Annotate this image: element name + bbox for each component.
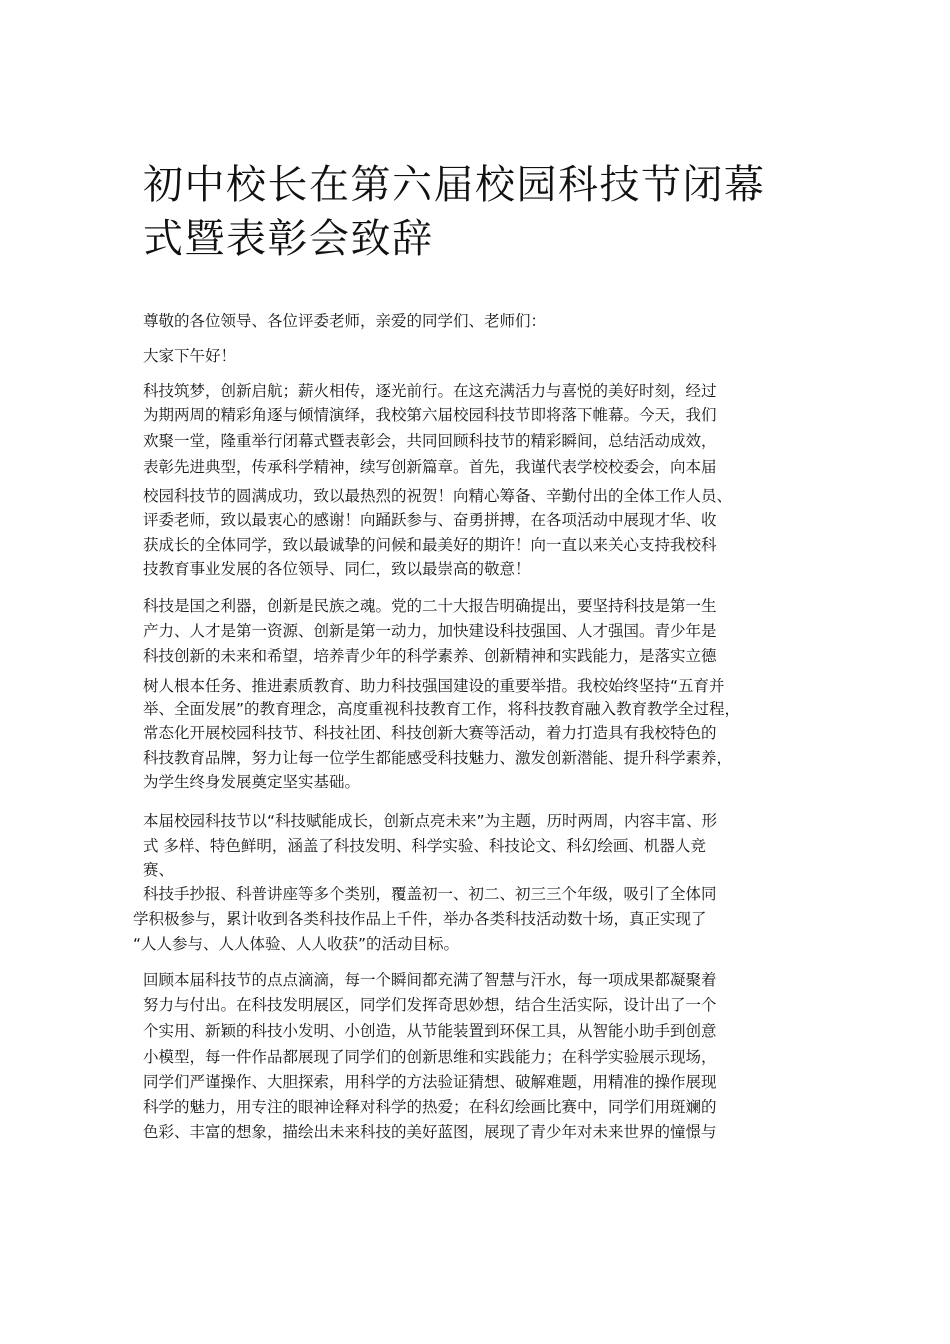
paragraph-4-line: 努力与付出。在科技发明展区，同学们发挥奇思妙想，结合生活实际，设计出了一个 <box>143 996 717 1014</box>
paragraph-3-line: “人人参与、人人体验、人人收获”的活动目标。 <box>133 935 460 953</box>
paragraph-1-line: 欢聚一堂，隆重举行闭幕式暨表彰会，共同回顾科技节的精彩瞬间，总结活动成效， <box>143 432 717 450</box>
title-line-2: 式暨表彰会致辞 <box>143 216 434 262</box>
paragraph-1-line: 为期两周的精彩角逐与倾情演绎，我校第六届校园科技节即将落下帷幕。今天，我们 <box>143 406 717 424</box>
paragraph-4-line: 个实用、新颖的科技小发明、小创造，从节能装置到环保工具，从智能小助手到创意 <box>143 1022 717 1040</box>
paragraph-1-line: 表彰先进典型，传承科学精神，续写创新篇章。首先，我谨代表学校校委会，向本届 <box>143 458 717 476</box>
title-line-1: 初中校长在第六届校园科技节闭幕 <box>143 162 766 208</box>
paragraph-1-line: 获成长的全体同学，致以最诚挚的问候和最美好的期许！向一直以来关心支持我校科 <box>143 536 717 554</box>
paragraph-4-line: 科学的魅力，用专注的眼神诠释对科学的热爱；在科幻绘画比赛中，同学们用斑斓的 <box>143 1098 717 1116</box>
paragraph-2-line: 产力、人才是第一资源、创新是第一动力，加快建设科技强国、人才强国。青少年是 <box>143 622 717 640</box>
paragraph-2-line: 常态化开展校园科技节、科技社团、科技创新大赛等活动，着力打造具有我校特色的 <box>143 724 717 742</box>
paragraph-1-line: 评委老师，致以最衷心的感谢！向踊跃参与、奋勇拼搏，在各项活动中展现才华、收 <box>143 511 717 529</box>
greeting: 大家下午好！ <box>143 347 237 365</box>
paragraph-2-line: 科技创新的未来和希望，培养青少年的科学素养、创新精神和实践能力，是落实立德 <box>143 647 717 665</box>
paragraph-2-line: 为学生终身发展奠定坚实基础。 <box>143 773 361 791</box>
paragraph-2-line: 举、全面发展”的教育理念，高度重视科技教育工作，将科技教育融入教育教学全过程， <box>143 700 741 718</box>
document-title <box>143 158 833 266</box>
paragraph-4-line: 同学们严谨操作、大胆探索，用科学的方法验证猜想、破解难题，用精准的操作展现 <box>143 1073 717 1091</box>
paragraph-4-line: 小模型，每一件作品都展现了同学们的创新思维和实践能力；在科学实验展示现场， <box>143 1048 717 1066</box>
paragraph-2-line: 科技是国之利器，创新是民族之魂。党的二十大报告明确提出，要坚持科技是第一生 <box>143 597 717 615</box>
paragraph-3-line: 赛、 <box>143 861 175 879</box>
paragraph-3-line: 式 多样、特色鲜明，涵盖了科技发明、科学实验、科技论文、科幻绘画、机器人竞 <box>143 837 706 855</box>
paragraph-1-line: 技教育事业发展的各位领导、同仁，致以最崇高的敬意！ <box>143 560 531 578</box>
paragraph-3-line: 本届校园科技节以“科技赋能成长，创新点亮未来”为主题，历时两周，内容丰富、形 <box>143 812 718 830</box>
paragraph-3-line: 学积极参与，累计收到各类科技作品上千件，举办各类科技活动数十场，真正实现了 <box>133 910 707 928</box>
paragraph-1-line: 科技筑梦，创新启航；薪火相传，逐光前行。在这充满活力与喜悦的美好时刻，经过 <box>143 382 717 400</box>
paragraph-3-line: 科技手抄报、科普讲座等多个类别，覆盖初一、初二、初三三个年级，吸引了全体同 <box>143 885 717 903</box>
paragraph-2-line: 树人根本任务、推进素质教育、助力科技强国建设的重要举措。我校始终坚持“五育并 <box>143 677 725 695</box>
paragraph-2-line: 科技教育品牌，努力让每一位学生都能感受科技魅力、激发创新潜能、提升科学素养， <box>143 749 733 767</box>
salutation: 尊敬的各位领导、各位评委老师，亲爱的同学们、老师们： <box>143 312 547 330</box>
paragraph-4-line: 色彩、丰富的想象，描绘出未来科技的美好蓝图，展现了青少年对未来世界的憧憬与 <box>143 1123 717 1141</box>
paragraph-1-line: 校园科技节的圆满成功，致以最热烈的祝贺！向精心筹备、辛勤付出的全体工作人员、 <box>143 487 733 505</box>
paragraph-4-line: 回顾本届科技节的点点滴滴，每一个瞬间都充满了智慧与汗水，每一项成果都凝聚着 <box>143 971 717 989</box>
